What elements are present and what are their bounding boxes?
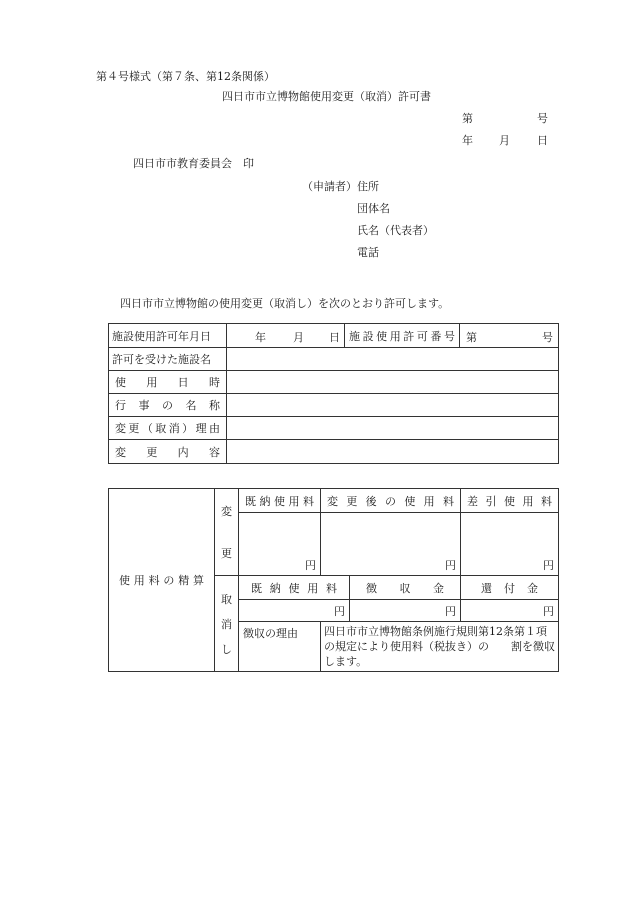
datetime-value xyxy=(227,371,559,394)
datetime-label: 使用日時 xyxy=(109,371,227,394)
permit-row-facility xyxy=(109,348,559,371)
applicant-label: （申請者） xyxy=(302,180,357,193)
reason-value xyxy=(227,417,559,440)
facility-value xyxy=(227,348,559,371)
permit-date-value xyxy=(227,324,345,348)
reason-label: 変更（取消）理由 xyxy=(109,417,227,440)
applicant-name: 氏名（代表者） xyxy=(357,224,434,237)
document-title: 四日市市立博物館使用変更（取消）許可書 xyxy=(222,90,431,103)
facility-label: 許可を受けた施設名 xyxy=(109,348,227,371)
permit-date-day: 日 xyxy=(329,330,340,344)
change-diff-fee-value: 円 xyxy=(461,513,559,576)
form-number: 第４号様式（第７条、第12条関係） xyxy=(96,70,275,83)
cancel-collect-value: 円 xyxy=(350,600,461,622)
collect-reason-label: 徴収の理由 xyxy=(239,622,321,672)
permit-row-event xyxy=(109,394,559,417)
settlement-label-cell xyxy=(109,489,215,672)
cancel-collect-header: 徴収金 xyxy=(350,576,461,600)
content-label: 変更内容 xyxy=(109,440,227,464)
applicant-group: 団体名 xyxy=(357,202,390,215)
permit-date-month: 月 xyxy=(293,330,304,344)
cancel-paid-fee-value: 円 xyxy=(239,600,350,622)
number-go: 号 xyxy=(537,112,548,125)
permit-number-value xyxy=(460,324,559,348)
settlement-table xyxy=(108,488,559,672)
change-label-cell xyxy=(215,489,239,576)
statement: 四日市市立博物館の使用変更（取消し）を次のとおり許可します。 xyxy=(120,297,450,310)
change-after-fee-header: 変更後の使用料 xyxy=(321,489,461,513)
permit-row-reason xyxy=(109,417,559,440)
permit-row-datetime xyxy=(109,371,559,394)
permit-table xyxy=(108,323,559,464)
change-label-1: 変 xyxy=(221,505,232,518)
number-dai: 第 xyxy=(462,112,473,125)
collect-reason-text: 四日市市立博物館条例施行規則第12条第１項の規定により使用料（税抜き）の 割を徴収します。 xyxy=(321,622,559,672)
change-label-2: 更 xyxy=(221,547,232,560)
permit-number-label: 施設使用許可番号 xyxy=(345,324,460,348)
change-paid-fee-value: 円 xyxy=(239,513,321,576)
permit-no-go: 号 xyxy=(542,330,553,344)
cancel-label-char: 取 xyxy=(221,592,232,606)
change-diff-fee-header: 差引使用料 xyxy=(461,489,559,513)
date-year: 年 xyxy=(462,134,473,147)
cancel-label-cell xyxy=(215,576,239,672)
change-after-fee-value: 円 xyxy=(321,513,461,576)
permit-row-content xyxy=(109,440,559,464)
cancel-paid-fee-header: 既納使用料 xyxy=(239,576,350,600)
date-day: 日 xyxy=(537,134,548,147)
permit-no-dai: 第 xyxy=(466,330,477,344)
permit-row-date xyxy=(109,324,559,348)
change-paid-fee-header: 既納使用料 xyxy=(239,489,321,513)
cancel-refund-value: 円 xyxy=(461,600,559,622)
event-value xyxy=(227,394,559,417)
cancel-label xyxy=(215,587,238,661)
settlement-label: 使用料の精算 xyxy=(119,574,204,587)
cancel-label-char: し xyxy=(221,642,232,656)
cancel-refund-header: 還付金 xyxy=(461,576,559,600)
content-value xyxy=(227,440,559,464)
cancel-label-char: 消 xyxy=(221,617,232,631)
permit-date-label: 施設使用許可年月日 xyxy=(109,324,227,348)
event-label: 行事の名称 xyxy=(109,394,227,417)
permit-date-year: 年 xyxy=(255,330,266,344)
date-month: 月 xyxy=(499,134,510,147)
issuer: 四日市市教育委員会 印 xyxy=(133,157,254,170)
applicant-phone: 電話 xyxy=(357,246,379,259)
applicant-address: 住所 xyxy=(357,180,379,193)
